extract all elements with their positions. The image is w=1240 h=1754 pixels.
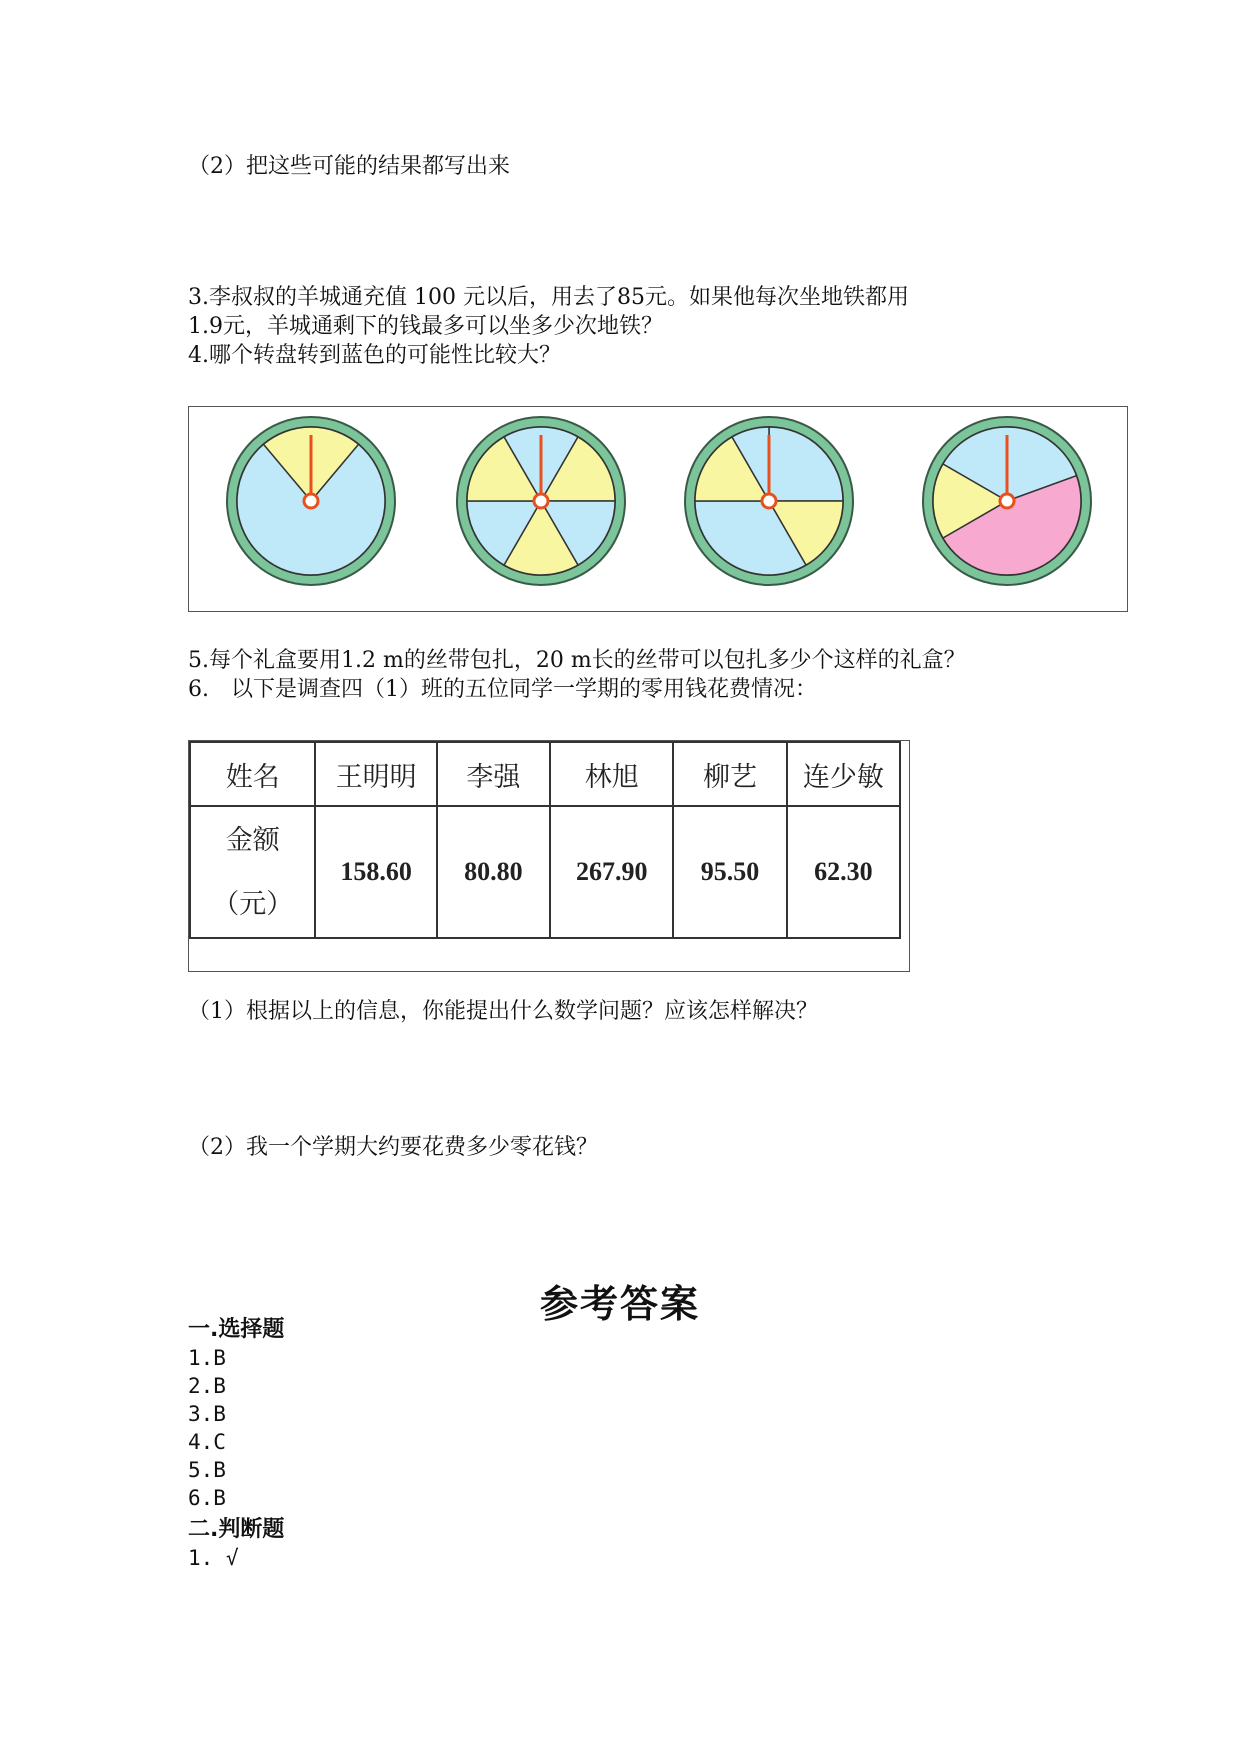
name-cell: 王明明 [315, 742, 436, 806]
answer-item: 4.C [188, 1430, 226, 1454]
amount-label-1: 金额 [225, 825, 280, 855]
question-6-sub2: （2）我一个学期大约要花费多少零花钱？ [188, 1135, 598, 1160]
question-6: 6. 以下是调查四（1）班的五位同学一学期的零用钱花费情况： [188, 677, 817, 702]
answer-section-judge: 二.判断题 [188, 1517, 285, 1542]
answer-item: 1. √ [188, 1546, 239, 1570]
name-cell: 连少敏 [787, 742, 900, 806]
spinner-2 [457, 417, 625, 585]
spending-table-frame [188, 740, 910, 972]
name-cell: 林旭 [550, 742, 673, 806]
spinner-sector-blue [769, 427, 843, 501]
answer-title: 参考答案 [539, 1282, 700, 1326]
name-cell: 柳艺 [673, 742, 786, 806]
question-3-line2: 1.9元，羊城通剩下的钱最多可以坐多少次地铁？ [188, 314, 663, 339]
spinner-1 [227, 417, 395, 585]
amount-cell: 95.50 [673, 806, 786, 938]
spinner-drawing [189, 407, 1127, 611]
amount-cell: 267.90 [550, 806, 673, 938]
amount-cell: 80.80 [437, 806, 550, 938]
amount-header-cell [190, 806, 315, 938]
spinner-pivot [534, 494, 548, 508]
spinner-figure [188, 406, 1128, 612]
amount-label-2: （元） [212, 889, 294, 919]
spinner-pivot [1000, 494, 1014, 508]
name-header-cell: 姓名 [190, 742, 315, 806]
table-row-names [190, 742, 900, 806]
table-row-amounts [190, 806, 900, 938]
question-4: 4.哪个转盘转到蓝色的可能性比较大？ [188, 343, 561, 368]
question-3-line1: 3.李叔叔的羊城通充值 100 元以后，用去了85元。如果他每次坐地铁都用 [188, 285, 909, 310]
question-6-sub1: （1）根据以上的信息，你能提出什么数学问题？应该怎样解决？ [188, 999, 818, 1024]
name-cell: 李强 [437, 742, 550, 806]
spinner-pivot [762, 494, 776, 508]
answer-item: 5.B [188, 1458, 226, 1482]
question-5: 5.每个礼盒要用1.2 m的丝带包扎，20 m长的丝带可以包扎多少个这样的礼盒？ [188, 648, 966, 673]
amount-cell: 158.60 [315, 806, 436, 938]
answer-item: 6.B [188, 1486, 226, 1510]
spinner-pivot [304, 494, 318, 508]
spinner-4 [923, 417, 1091, 585]
answer-item: 3.B [188, 1402, 226, 1426]
spending-table [189, 741, 901, 939]
answer-section-choice: 一.选择题 [188, 1317, 285, 1342]
question-2-sub2: （2）把这些可能的结果都写出来 [188, 154, 510, 179]
answer-item: 1.B [188, 1346, 226, 1370]
spinner-3 [685, 417, 853, 585]
answer-item: 2.B [188, 1374, 226, 1398]
amount-cell: 62.30 [787, 806, 900, 938]
